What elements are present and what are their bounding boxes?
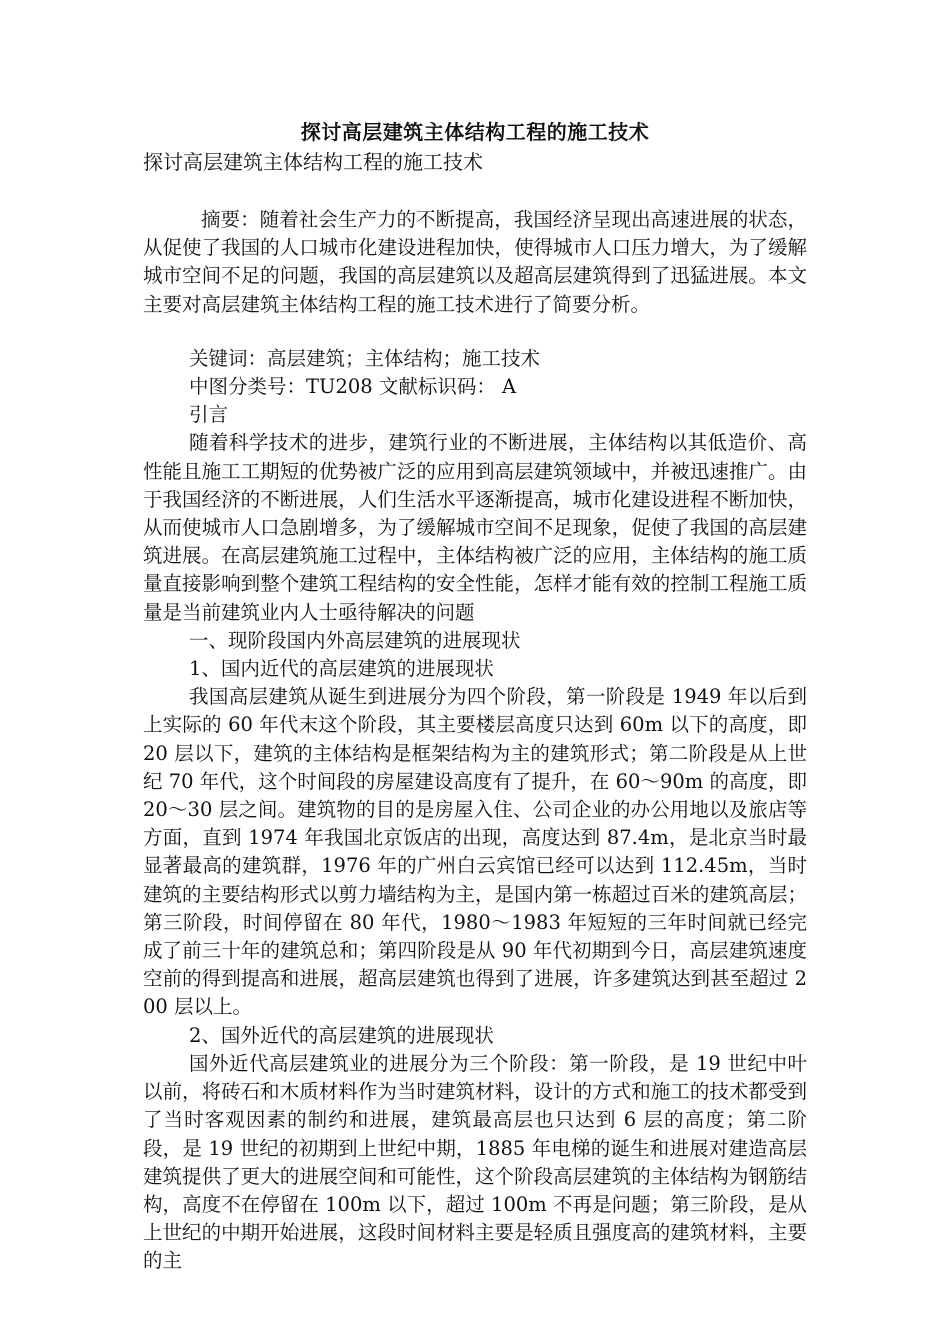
subsection-heading-foreign: 2、国外近代的高层建筑的进展现状 [189,1023,494,1047]
spacer [143,319,807,345]
spacer [143,176,807,206]
intro-paragraph: 随着科学技术的进步，建筑行业的不断进展，主体结构以其低造价、高性能且施工工期短的优势被广泛的应用到高层建筑领域中，并被迅速推广。由于我国经济的不断进展，人们生活水平逐渐提高，城市化建设进程不断加快，从而使城市人口急剧增多，为了缓解城市空间不足现象，促使了我国的高层建筑进展。在高层建筑施工过程中，主体结构被广泛的应用，主体结构的施工质量直接影响到整个建筑工程结构的安全性能，怎样才能有效的控制工程施工质量是当前建筑业内人士亟待解决的问题 [143,431,807,624]
section-heading: 一、现阶段国内外高层建筑的进展现状 [189,628,521,652]
intro-heading: 引言 [189,403,229,427]
keywords-line: 关键词：高层建筑；主体结构；施工技术 [189,346,541,370]
classification-line: 中图分类号：TU208 文献标识码： A [189,375,517,399]
abstract-paragraph: 摘要：随着社会生产力的不断提高，我国经济呈现出高速进展的状态，从促使了我国的人口城市化建设进程加快，使得城市人口压力增大，为了缓解城市空间不足的问题，我国的高层建筑以及超高层建筑得到了迅猛进展。本文主要对高层建筑主体结构工程的施工技术进行了简要分析。 [143,208,807,316]
document-subtitle: 探讨高层建筑主体结构工程的施工技术 [143,150,483,174]
domestic-development-paragraph: 我国高层建筑从诞生到进展分为四个阶段，第一阶段是 1949 年以后到上实际的 60 年代末这个阶段，其主要楼层高度只达到 60m 以下的高度，即 20 层以下，建筑的主体结构是框架结构为主的建筑形式；第二阶段是从上世纪 70 年代，这个时间段的房屋建设高度有了提升，在 60～90m 的高度，即 20～30 层之间。建筑物的目的是房屋入住、公司企业的办公用地以及旅店等方面，直到 1974 年我国北京饭店的出现，高度达到 87.4m，是北京当时最显著最高的建筑群，1976 年的广州白云宾馆已经可以达到 112.45m，当时建筑的主要结构形式以剪力墙结构为主，是国内第一栋超过百米的建筑高层；第三阶段，时间停留在 80 年代，1980～1983 年短短的三年时间就已经完成了前三十年的建筑总和；第四阶段是从 90 年代初期到今日，高层建筑速度空前的得到提高和进展，超高层建筑也得到了进展，许多建筑达到甚至超过 200 层以上。 [143,685,807,1019]
foreign-development-paragraph: 国外近代高层建筑业的进展分为三个阶段：第一阶段，是 19 世纪中叶以前，将砖石和木质材料作为当时建筑材料，设计的方式和施工的技术都受到了当时客观因素的制约和进展，建筑最高层也只达到 6 层的高度；第二阶段，是 19 世纪的初期到上世纪中期，1885 年电梯的诞生和进展对建造高层建筑提供了更大的进展空间和可能性，这个阶段高层建筑的主体结构为钢筋结构，高度不在停留在 100m 以下，超过 100m 不再是问题；第三阶段，是从上世纪的中期开始进展，这段时间材料主要是轻质且强度高的建筑材料，主要的主 [143,1051,807,1273]
document-page [143,118,807,1276]
document-title: 探讨高层建筑主体结构工程的施工技术 [300,120,650,144]
subsection-heading-domestic: 1、国内近代的高层建筑的进展现状 [189,657,494,681]
